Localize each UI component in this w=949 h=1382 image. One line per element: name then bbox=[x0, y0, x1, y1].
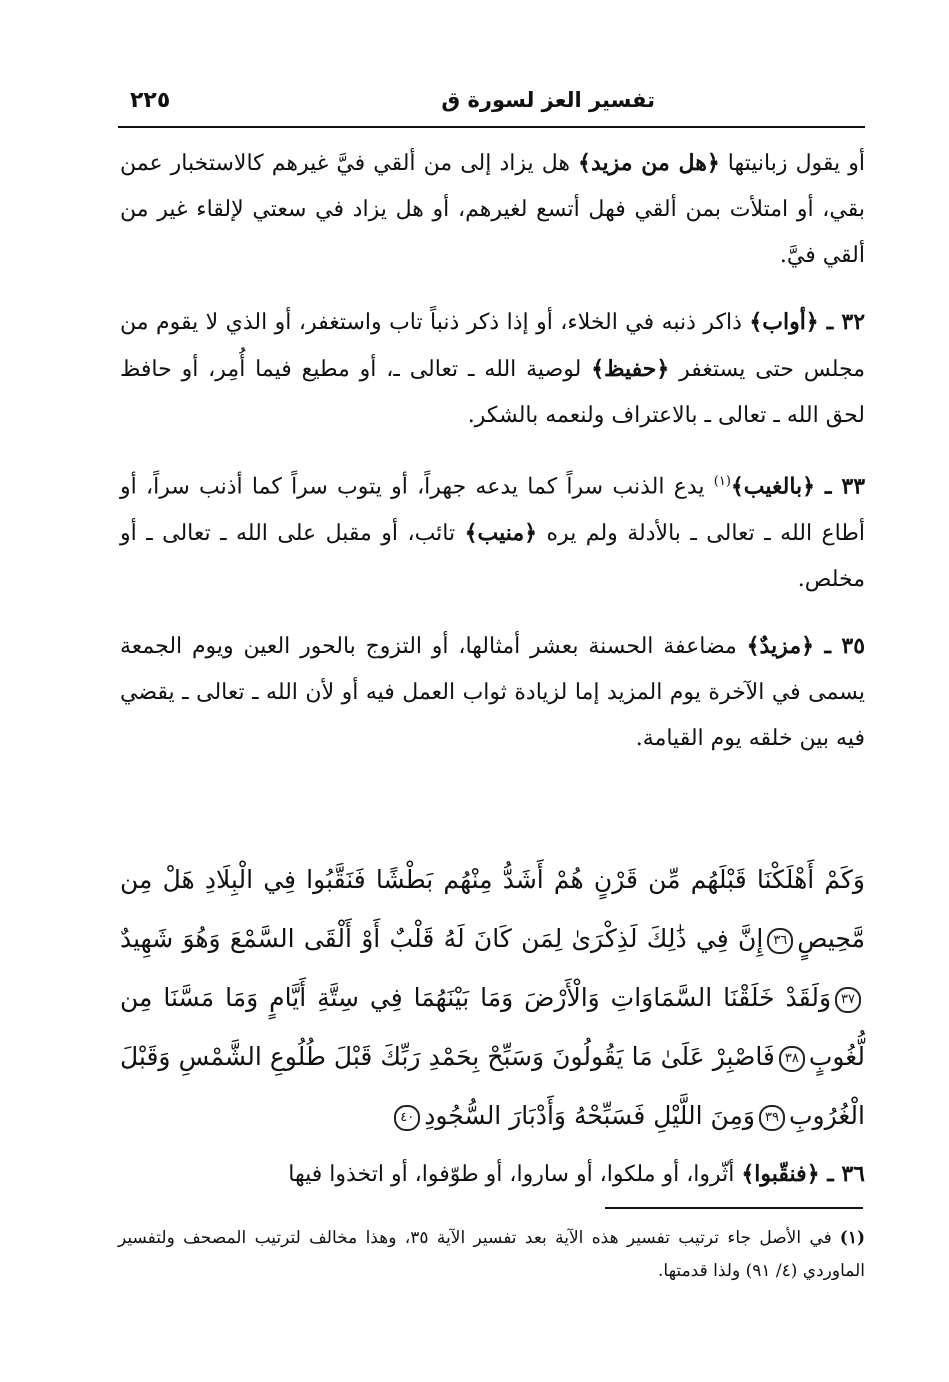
paragraph-verse-36 bbox=[120, 1151, 865, 1198]
ayah-marker: ٣٧ bbox=[835, 987, 861, 1013]
paragraph-text: تائب، أو مقبل على الله ـ تعالى ـ أو مخلص. bbox=[120, 521, 865, 593]
footnote-reference[interactable]: (١) bbox=[713, 474, 731, 489]
footnote-text: في الأصل جاء ترتيب تفسير هذه الآية بعد تفسير الآية ٣٥، وهذا مخالف لترتيب المصحف ولتفسير الماوردي (٤/ ٩١) ولذا قدمتها. bbox=[118, 1228, 865, 1281]
footnote bbox=[118, 1222, 865, 1288]
running-title: تفسير العز لسورة ق bbox=[441, 88, 655, 112]
paragraph-verse-32 bbox=[120, 299, 865, 439]
verse-number: ٣٣ ـ bbox=[815, 473, 866, 500]
paragraph-text: ذاكر ذنبه في الخلاء، أو إذا ذكر ذنباً تاب واستغفر، أو الذي لا يقوم من مجلس حتى يستغفر bbox=[120, 310, 866, 382]
ayah-marker: ٤٠ bbox=[394, 1105, 420, 1131]
ayah-marker: ٣٩ bbox=[759, 1105, 785, 1131]
quran-verse: وَلَقَدْ خَلَقْنَا السَّمَاوَاتِ وَالْأَرْضَ وَمَا بَيْنَهُمَا فِي سِتَّةِ أَيَّامٍ وَمَا مَسَّنَا مِن لُّغُوبٍ bbox=[120, 983, 865, 1072]
page-body bbox=[120, 140, 865, 1198]
paragraph-text: لوصية الله ـ تعالى ـ، أو مطيع فيما أُمِر، أو حافظ لحق الله ـ تعالى ـ بالاعتراف ولنعمه بالشكر. bbox=[120, 357, 865, 428]
quran-quote: ﴿بالغيب﴾ bbox=[730, 473, 816, 500]
verse-number: ٣٢ ـ bbox=[818, 309, 866, 335]
quran-verse: إِنَّ فِي ذَٰلِكَ لَذِكْرَىٰ لِمَن كَانَ لَهُ قَلْبٌ أَوْ أَلْقَى السَّمْعَ وَهُوَ شَهِيدٌ bbox=[120, 924, 764, 954]
quran-quote: ﴿حفيظ﴾ bbox=[591, 356, 670, 382]
quran-verse: وَمِنَ اللَّيْلِ فَسَبِّحْهُ وَأَدْبَارَ السُّجُودِ bbox=[424, 1101, 755, 1131]
quran-passage bbox=[120, 850, 865, 1145]
verse-number: ٣٥ ـ bbox=[814, 633, 866, 660]
page-header bbox=[118, 78, 865, 128]
paragraph-verse-33 bbox=[120, 459, 865, 603]
paragraph-text: هل يزاد إلى من ألقي فيَّ غيرهم كالاستخبار عمن بقي، أو امتلأت بمن ألقي فهل أتسع لغيرهم، أو هل يزاد في سعتي لإلقاء غير من ألقي فيَّ. bbox=[120, 151, 865, 268]
ayah-marker: ٣٦ bbox=[767, 928, 793, 954]
quran-quote: ﴿هل من مزيد﴾ bbox=[578, 150, 720, 176]
verse-number: ٣٦ ـ bbox=[819, 1161, 865, 1188]
quran-quote: ﴿منيب﴾ bbox=[464, 520, 538, 547]
paragraph-intro bbox=[120, 140, 865, 279]
paragraph-text: أو يقول زبانيتها bbox=[719, 151, 865, 176]
paragraph-text: مضاعفة الحسنة بعشر أمثالها، أو التزوج بالحور العين ويوم الجمعة يسمى في الآخرة يوم المزيد إما لزيادة ثواب العمل فيه أو لأن الله ـ تعالى ـ يقضي فيه بين خلقه يوم القيامة. bbox=[120, 634, 865, 752]
page-number: ٢٢٥ bbox=[130, 88, 171, 113]
quran-quote: ﴿أواب﴾ bbox=[749, 309, 819, 335]
paragraph-text: يدع الذنب سراً كما يدعه جهراً، أو يتوب سراً كما أذنب سراً، أو أطاع الله ـ تعالى ـ بالأدلة ولم يره bbox=[120, 474, 865, 547]
footnote-marker: (١) bbox=[839, 1228, 865, 1248]
paragraph-text: أثّروا، أو ملكوا، أو ساروا، أو طوّفوا، أو اتخذوا فيها bbox=[288, 1162, 742, 1188]
paragraph-verse-35 bbox=[120, 623, 865, 762]
quran-quote: ﴿مزيدٌ﴾ bbox=[746, 633, 814, 660]
ayah-marker: ٣٨ bbox=[779, 1046, 805, 1072]
quran-quote: ﴿فنقّبوا﴾ bbox=[741, 1161, 820, 1188]
quran-verse: فَاصْبِرْ عَلَىٰ مَا يَقُولُونَ وَسَبِّحْ بِحَمْدِ رَبِّكَ قَبْلَ طُلُوعِ الشَّمْسِ وَقَبْلَ الْغُرُوبِ bbox=[120, 1042, 865, 1131]
quran-verse: وَكَمْ أَهْلَكْنَا قَبْلَهُم مِّن قَرْنٍ هُمْ أَشَدُّ مِنْهُم بَطْشًا فَنَقَّبُوا فِي الْبِلَادِ هَلْ مِن مَّحِيصٍ bbox=[120, 865, 865, 954]
footnote-separator bbox=[605, 1207, 863, 1209]
